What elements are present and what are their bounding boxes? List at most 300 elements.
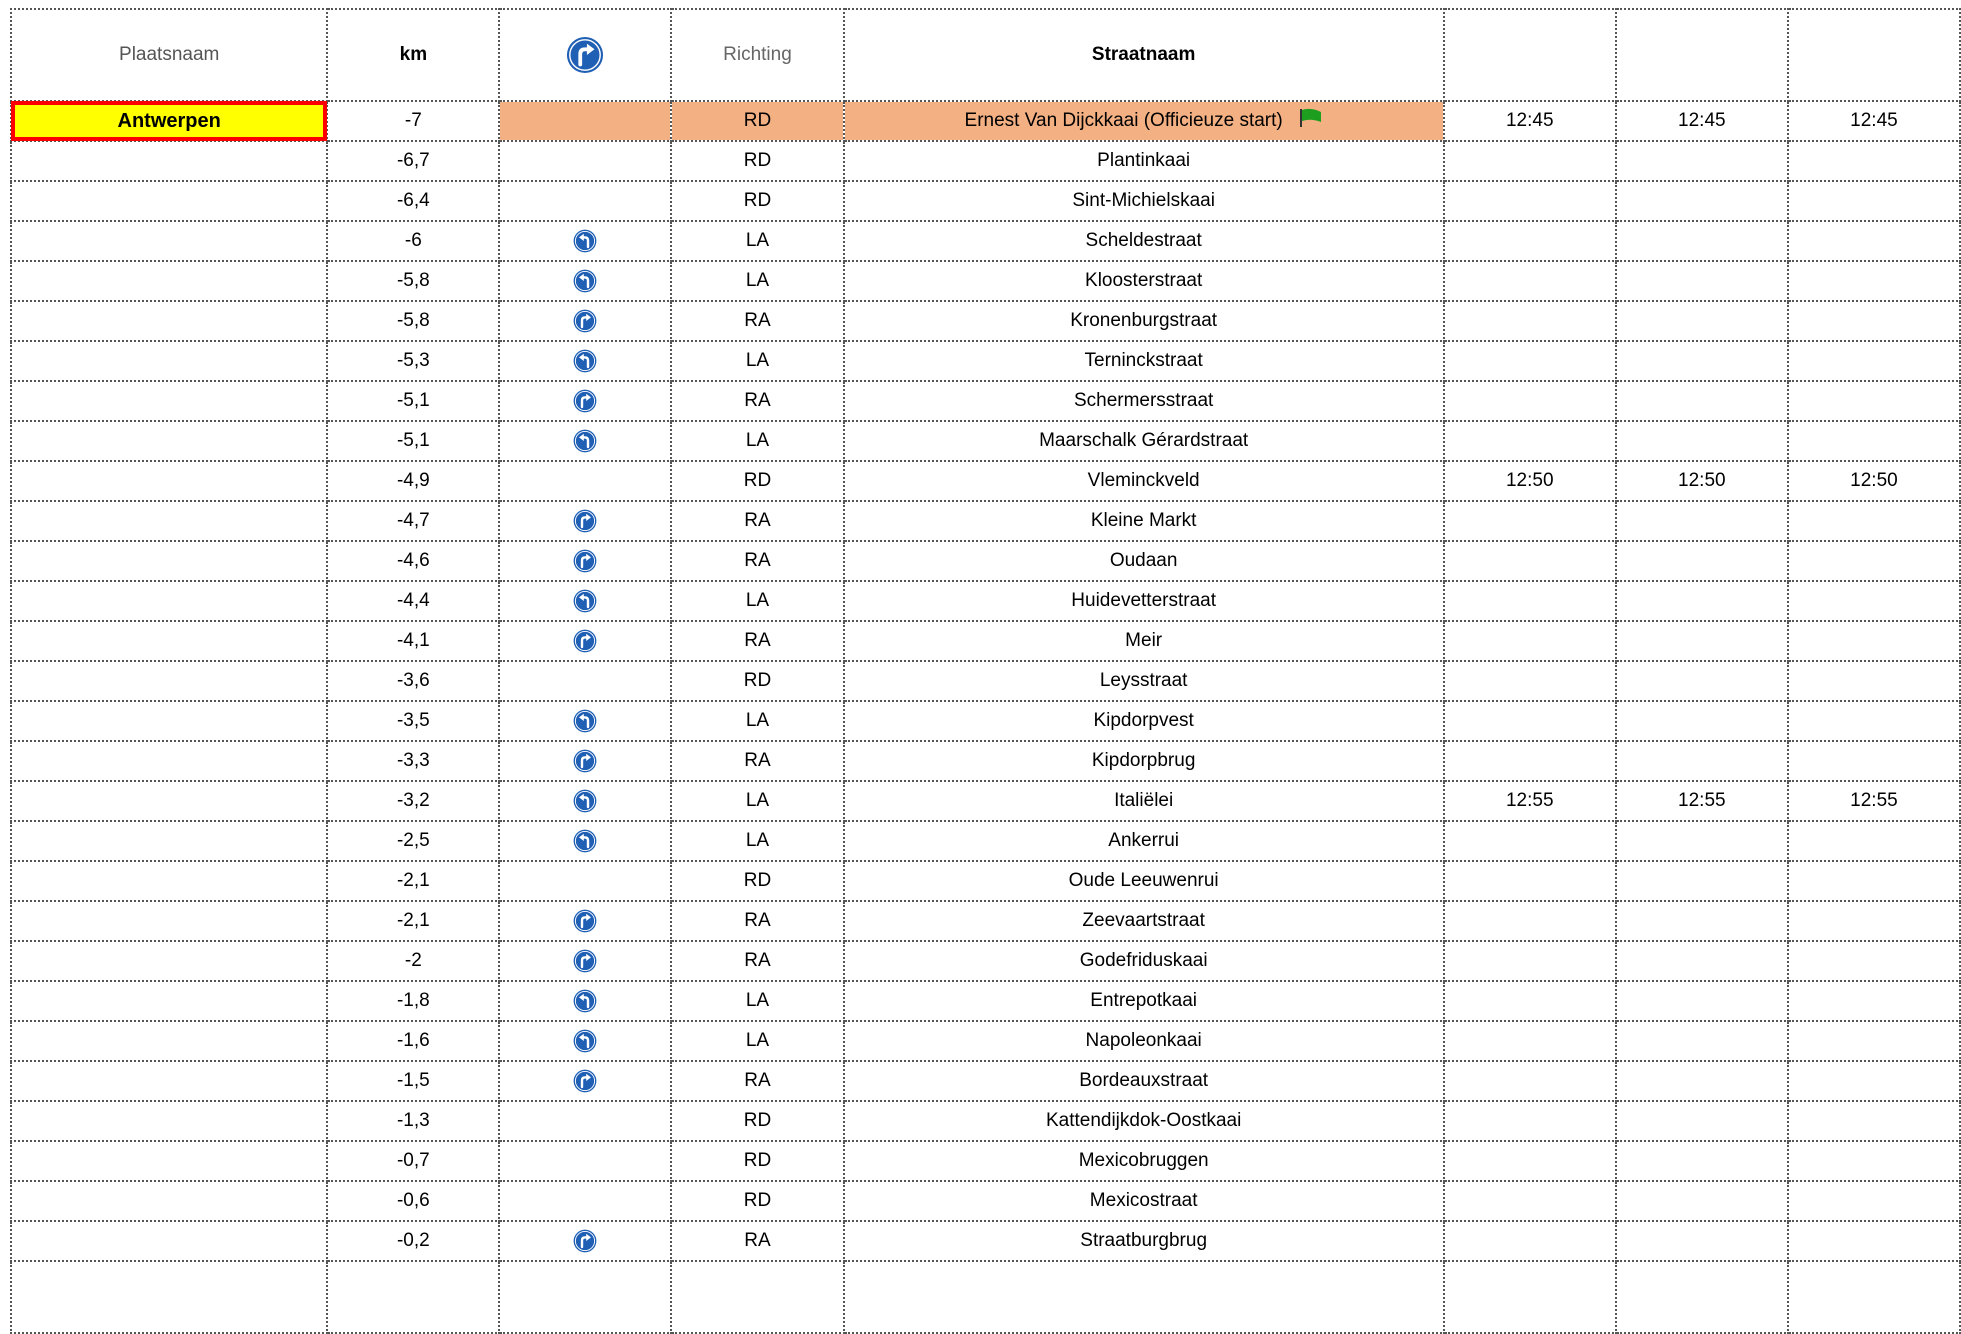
turn-right-icon — [573, 389, 597, 413]
straatnaam-text: Ernest Van Dijckkaai (Officieuze start) — [964, 110, 1283, 132]
cell-plaatsnaam[interactable] — [11, 541, 327, 581]
cell-km[interactable]: -5,1 — [327, 421, 499, 461]
cell-time-3[interactable] — [1788, 981, 1960, 1021]
cell-direction-icon[interactable] — [499, 461, 671, 501]
header-time-1[interactable] — [1444, 9, 1616, 101]
cell-direction-icon[interactable] — [499, 781, 671, 821]
cell-time-1[interactable] — [1444, 141, 1616, 181]
straatnaam-text: Kipdorpvest — [1093, 710, 1194, 731]
cell-km[interactable]: -4,4 — [327, 581, 499, 621]
cell-km[interactable]: -4,9 — [327, 461, 499, 501]
cell-time-2[interactable]: 12:55 — [1616, 781, 1788, 821]
cell-richting[interactable]: RD — [671, 1141, 843, 1181]
cell-direction-icon[interactable] — [499, 541, 671, 581]
straatnaam-text: Meir — [1125, 630, 1163, 651]
cell-time-3[interactable] — [1788, 861, 1960, 901]
cell-time-1[interactable] — [1444, 261, 1616, 301]
cell-time-2[interactable] — [1616, 1021, 1788, 1061]
cell-time-1[interactable] — [1444, 341, 1616, 381]
straatnaam-text: Leysstraat — [1099, 670, 1188, 691]
cell-richting[interactable]: LA — [671, 341, 843, 381]
cell-time-3[interactable] — [1788, 1061, 1960, 1101]
cell-direction-icon[interactable] — [499, 1101, 671, 1141]
cell-straatnaam[interactable] — [844, 1021, 1444, 1061]
cell-time-2[interactable] — [1616, 141, 1788, 181]
cell-plaatsnaam[interactable] — [11, 701, 327, 741]
cell-time-1[interactable]: 12:50 — [1444, 461, 1616, 501]
cell-straatnaam[interactable] — [844, 461, 1444, 501]
cell-straatnaam[interactable] — [844, 541, 1444, 581]
table-row — [11, 581, 1960, 621]
cell-time-3[interactable] — [1788, 741, 1960, 781]
cell-straatnaam[interactable] — [844, 1221, 1444, 1261]
cell-time-1[interactable] — [1444, 901, 1616, 941]
cell-plaatsnaam[interactable] — [11, 981, 327, 1021]
empty-cell[interactable] — [327, 1261, 499, 1333]
cell-time-2[interactable] — [1616, 1141, 1788, 1181]
straatnaam-text: Kipdorpbrug — [1091, 750, 1196, 771]
cell-km[interactable]: -5,8 — [327, 261, 499, 301]
cell-direction-icon[interactable] — [499, 1061, 671, 1101]
cell-km[interactable]: -3,3 — [327, 741, 499, 781]
cell-time-3[interactable] — [1788, 1221, 1960, 1261]
cell-richting[interactable]: RD — [671, 661, 843, 701]
cell-plaatsnaam[interactable] — [11, 901, 327, 941]
cell-km[interactable]: -1,8 — [327, 981, 499, 1021]
cell-direction-icon[interactable] — [499, 1221, 671, 1261]
cell-plaatsnaam[interactable] — [11, 1101, 327, 1141]
cell-straatnaam[interactable] — [844, 741, 1444, 781]
empty-cell[interactable] — [671, 1261, 843, 1333]
cell-plaatsnaam[interactable] — [11, 461, 327, 501]
cell-richting[interactable]: RA — [671, 381, 843, 421]
straatnaam-text: Mexicobruggen — [1078, 1150, 1209, 1171]
cell-plaatsnaam[interactable] — [11, 621, 327, 661]
straatnaam-text: Plantinkaai — [1097, 150, 1191, 171]
table-row — [11, 341, 1960, 381]
cell-straatnaam[interactable] — [844, 581, 1444, 621]
cell-plaatsnaam[interactable] — [11, 1021, 327, 1061]
cell-time-3[interactable] — [1788, 341, 1960, 381]
straatnaam-text: Kleine Markt — [1090, 510, 1197, 531]
cell-time-2[interactable] — [1616, 621, 1788, 661]
cell-richting[interactable]: RD — [671, 461, 843, 501]
cell-time-1[interactable] — [1444, 941, 1616, 981]
cell-plaatsnaam[interactable] — [11, 661, 327, 701]
cell-richting[interactable]: RD — [671, 141, 843, 181]
cell-time-3[interactable] — [1788, 381, 1960, 421]
cell-straatnaam[interactable] — [844, 141, 1444, 181]
cell-plaatsnaam[interactable] — [11, 821, 327, 861]
cell-direction-icon[interactable] — [499, 1141, 671, 1181]
cell-time-2[interactable] — [1616, 901, 1788, 941]
cell-straatnaam[interactable] — [844, 1141, 1444, 1181]
header-plaatsnaam[interactable]: Plaatsnaam — [11, 9, 327, 101]
straatnaam-text: Oudaan — [1109, 550, 1178, 571]
cell-straatnaam[interactable] — [844, 901, 1444, 941]
table-row — [11, 661, 1960, 701]
cell-time-3[interactable] — [1788, 821, 1960, 861]
straatnaam-text: Entrepotkaai — [1090, 990, 1197, 1011]
straatnaam-text: Maarschalk Gérardstraat — [1039, 430, 1249, 451]
cell-km[interactable]: -5,1 — [327, 381, 499, 421]
cell-time-1[interactable] — [1444, 821, 1616, 861]
cell-straatnaam[interactable] — [844, 661, 1444, 701]
cell-plaatsnaam[interactable] — [11, 941, 327, 981]
cell-straatnaam[interactable] — [844, 181, 1444, 221]
cell-time-2[interactable] — [1616, 261, 1788, 301]
cell-km[interactable]: -4,6 — [327, 541, 499, 581]
cell-time-1[interactable] — [1444, 1061, 1616, 1101]
empty-cell[interactable] — [11, 1261, 327, 1333]
cell-km[interactable]: -7 — [327, 101, 499, 141]
cell-direction-icon[interactable] — [499, 581, 671, 621]
header-time-2[interactable] — [1616, 9, 1788, 101]
cell-richting[interactable]: RD — [671, 1101, 843, 1141]
straatnaam-text: Sint-Michielskaai — [1072, 190, 1215, 211]
cell-direction-icon[interactable] — [499, 981, 671, 1021]
table-row — [11, 541, 1960, 581]
cell-plaatsnaam[interactable] — [11, 301, 327, 341]
cell-km[interactable]: -3,6 — [327, 661, 499, 701]
cell-straatnaam[interactable] — [844, 421, 1444, 461]
cell-direction-icon[interactable] — [499, 381, 671, 421]
straatnaam-text: Terninckstraat — [1084, 350, 1203, 371]
cell-direction-icon[interactable] — [499, 1021, 671, 1061]
cell-time-1[interactable] — [1444, 861, 1616, 901]
cell-time-1[interactable] — [1444, 381, 1616, 421]
table-row — [11, 861, 1960, 901]
cell-time-1[interactable] — [1444, 1221, 1616, 1261]
cell-straatnaam[interactable] — [844, 781, 1444, 821]
cell-time-1[interactable] — [1444, 421, 1616, 461]
cell-richting[interactable]: LA — [671, 701, 843, 741]
cell-plaatsnaam[interactable]: Antwerpen — [11, 101, 327, 141]
cell-richting[interactable]: LA — [671, 1021, 843, 1061]
cell-richting[interactable]: LA — [671, 581, 843, 621]
cell-richting[interactable]: LA — [671, 781, 843, 821]
turn-left-icon — [573, 709, 597, 733]
table-row — [11, 1221, 1960, 1261]
cell-plaatsnaam[interactable] — [11, 781, 327, 821]
turn-right-icon — [573, 949, 597, 973]
cell-richting[interactable]: RA — [671, 501, 843, 541]
straatnaam-text: Kloosterstraat — [1085, 270, 1203, 291]
cell-time-3[interactable] — [1788, 701, 1960, 741]
turn-right-icon — [573, 1069, 597, 1093]
cell-km[interactable]: -1,6 — [327, 1021, 499, 1061]
cell-time-2[interactable] — [1616, 421, 1788, 461]
cell-time-1[interactable] — [1444, 661, 1616, 701]
cell-time-2[interactable] — [1616, 941, 1788, 981]
cell-time-2[interactable] — [1616, 181, 1788, 221]
turn-left-icon — [573, 789, 597, 813]
cell-time-2[interactable] — [1616, 1181, 1788, 1221]
cell-direction-icon[interactable] — [499, 861, 671, 901]
cell-km[interactable]: -5,3 — [327, 341, 499, 381]
cell-direction-icon[interactable] — [499, 261, 671, 301]
cell-plaatsnaam[interactable] — [11, 741, 327, 781]
table-row — [11, 1061, 1960, 1101]
cell-richting[interactable]: RD — [671, 861, 843, 901]
cell-time-1[interactable] — [1444, 741, 1616, 781]
cell-straatnaam[interactable] — [844, 261, 1444, 301]
cell-direction-icon[interactable] — [499, 741, 671, 781]
cell-time-2[interactable] — [1616, 861, 1788, 901]
cell-plaatsnaam[interactable] — [11, 1221, 327, 1261]
cell-time-1[interactable] — [1444, 501, 1616, 541]
cell-time-2[interactable] — [1616, 661, 1788, 701]
cell-richting[interactable]: RA — [671, 941, 843, 981]
cell-time-1[interactable] — [1444, 621, 1616, 661]
cell-straatnaam[interactable] — [844, 501, 1444, 541]
cell-time-3[interactable] — [1788, 661, 1960, 701]
cell-km[interactable]: -2,1 — [327, 861, 499, 901]
straatnaam-text: Vleminckveld — [1087, 470, 1200, 491]
header-km[interactable]: km — [327, 9, 499, 101]
cell-plaatsnaam[interactable] — [11, 861, 327, 901]
cell-km[interactable]: -2,1 — [327, 901, 499, 941]
straatnaam-text: Mexicostraat — [1089, 1190, 1198, 1211]
cell-time-2[interactable] — [1616, 301, 1788, 341]
cell-direction-icon[interactable] — [499, 221, 671, 261]
cell-direction-icon[interactable] — [499, 101, 671, 141]
table-row — [11, 101, 1960, 141]
cell-plaatsnaam[interactable] — [11, 501, 327, 541]
straatnaam-text: Kattendijkdok-Oostkaai — [1045, 1110, 1242, 1131]
cell-km[interactable]: -4,7 — [327, 501, 499, 541]
cell-time-1[interactable]: 12:55 — [1444, 781, 1616, 821]
cell-time-3[interactable]: 12:45 — [1788, 101, 1960, 141]
cell-direction-icon[interactable] — [499, 301, 671, 341]
turn-left-icon — [573, 429, 597, 453]
cell-time-3[interactable] — [1788, 301, 1960, 341]
cell-plaatsnaam[interactable] — [11, 421, 327, 461]
table-row — [11, 381, 1960, 421]
cell-km[interactable]: -1,5 — [327, 1061, 499, 1101]
cell-time-1[interactable] — [1444, 221, 1616, 261]
cell-time-1[interactable] — [1444, 1181, 1616, 1221]
cell-km[interactable]: -6 — [327, 221, 499, 261]
cell-time-1[interactable] — [1444, 1141, 1616, 1181]
cell-straatnaam[interactable] — [844, 981, 1444, 1021]
cell-richting[interactable]: RA — [671, 1061, 843, 1101]
header-time-3[interactable] — [1788, 9, 1960, 101]
straatnaam-text: Italiëlei — [1114, 790, 1174, 811]
cell-richting[interactable]: LA — [671, 221, 843, 261]
straatnaam-text: Godefriduskaai — [1079, 950, 1208, 971]
cell-km[interactable]: -2 — [327, 941, 499, 981]
cell-richting[interactable]: LA — [671, 261, 843, 301]
cell-time-3[interactable] — [1788, 221, 1960, 261]
cell-richting[interactable]: RA — [671, 621, 843, 661]
cell-time-1[interactable] — [1444, 981, 1616, 1021]
straatnaam-text: Zeevaartstraat — [1082, 910, 1205, 931]
cell-direction-icon[interactable] — [499, 421, 671, 461]
cell-km[interactable]: -1,3 — [327, 1101, 499, 1141]
turn-left-icon — [573, 829, 597, 853]
cell-plaatsnaam[interactable] — [11, 1061, 327, 1101]
cell-straatnaam[interactable] — [844, 341, 1444, 381]
cell-km[interactable]: -5,8 — [327, 301, 499, 341]
cell-time-2[interactable]: 12:45 — [1616, 101, 1788, 141]
cell-straatnaam[interactable] — [844, 621, 1444, 661]
table-row — [11, 981, 1960, 1021]
cell-direction-icon[interactable] — [499, 621, 671, 661]
turn-left-icon — [573, 269, 597, 293]
cell-plaatsnaam[interactable] — [11, 141, 327, 181]
cell-richting[interactable]: LA — [671, 981, 843, 1021]
cell-time-1[interactable] — [1444, 1101, 1616, 1141]
cell-time-3[interactable]: 12:55 — [1788, 781, 1960, 821]
cell-time-2[interactable] — [1616, 1061, 1788, 1101]
cell-time-3[interactable] — [1788, 1101, 1960, 1141]
cell-direction-icon[interactable] — [499, 941, 671, 981]
cell-time-1[interactable] — [1444, 181, 1616, 221]
cell-richting[interactable]: RD — [671, 1181, 843, 1221]
cell-time-3[interactable] — [1788, 141, 1960, 181]
cell-km[interactable]: -3,2 — [327, 781, 499, 821]
cell-plaatsnaam[interactable] — [11, 181, 327, 221]
cell-time-2[interactable] — [1616, 221, 1788, 261]
cell-time-2[interactable] — [1616, 1221, 1788, 1261]
turn-left-icon — [573, 589, 597, 613]
turn-right-icon — [573, 549, 597, 573]
cell-straatnaam[interactable] — [844, 1061, 1444, 1101]
cell-time-3[interactable] — [1788, 421, 1960, 461]
cell-time-3[interactable] — [1788, 1181, 1960, 1221]
cell-time-3[interactable] — [1788, 581, 1960, 621]
cell-straatnaam[interactable] — [844, 301, 1444, 341]
cell-richting[interactable]: RA — [671, 541, 843, 581]
cell-richting[interactable]: RD — [671, 181, 843, 221]
cell-km[interactable]: -6,7 — [327, 141, 499, 181]
cell-time-1[interactable] — [1444, 541, 1616, 581]
table-row — [11, 941, 1960, 981]
cell-direction-icon[interactable] — [499, 181, 671, 221]
empty-cell[interactable] — [499, 1261, 671, 1333]
empty-cell[interactable] — [1444, 1261, 1616, 1333]
cell-straatnaam[interactable] — [844, 101, 1444, 141]
cell-direction-icon[interactable] — [499, 821, 671, 861]
cell-km[interactable]: -0,7 — [327, 1141, 499, 1181]
start-flag-icon — [1299, 108, 1323, 134]
cell-time-2[interactable] — [1616, 1101, 1788, 1141]
empty-cell[interactable] — [844, 1261, 1444, 1333]
header-direction-icon-cell[interactable] — [499, 9, 671, 101]
cell-km[interactable]: -0,6 — [327, 1181, 499, 1221]
cell-time-2[interactable] — [1616, 581, 1788, 621]
cell-direction-icon[interactable] — [499, 661, 671, 701]
turn-right-icon — [573, 909, 597, 933]
turn-left-icon — [573, 989, 597, 1013]
cell-time-2[interactable] — [1616, 381, 1788, 421]
cell-time-3[interactable] — [1788, 901, 1960, 941]
cell-time-1[interactable]: 12:45 — [1444, 101, 1616, 141]
cell-time-3[interactable] — [1788, 941, 1960, 981]
cell-richting[interactable]: RA — [671, 1221, 843, 1261]
header-straatnaam[interactable]: Straatnaam — [844, 9, 1444, 101]
cell-time-3[interactable] — [1788, 541, 1960, 581]
cell-straatnaam[interactable] — [844, 1101, 1444, 1141]
cell-richting[interactable]: RA — [671, 301, 843, 341]
cell-km[interactable]: -4,1 — [327, 621, 499, 661]
header-richting[interactable]: Richting — [671, 9, 843, 101]
empty-cell[interactable] — [1616, 1261, 1788, 1333]
cell-time-2[interactable] — [1616, 741, 1788, 781]
cell-straatnaam[interactable] — [844, 381, 1444, 421]
empty-cell[interactable] — [1788, 1261, 1960, 1333]
cell-time-3[interactable]: 12:50 — [1788, 461, 1960, 501]
turn-right-icon — [573, 749, 597, 773]
cell-plaatsnaam[interactable] — [11, 341, 327, 381]
cell-plaatsnaam[interactable] — [11, 581, 327, 621]
cell-time-1[interactable] — [1444, 581, 1616, 621]
cell-straatnaam[interactable] — [844, 221, 1444, 261]
cell-km[interactable]: -2,5 — [327, 821, 499, 861]
cell-time-2[interactable] — [1616, 341, 1788, 381]
cell-km[interactable]: -0,2 — [327, 1221, 499, 1261]
cell-time-2[interactable] — [1616, 501, 1788, 541]
cell-time-3[interactable] — [1788, 1141, 1960, 1181]
cell-straatnaam[interactable] — [844, 821, 1444, 861]
cell-plaatsnaam[interactable] — [11, 221, 327, 261]
cell-time-2[interactable] — [1616, 701, 1788, 741]
table-row — [11, 1181, 1960, 1221]
cell-straatnaam[interactable] — [844, 941, 1444, 981]
cell-direction-icon[interactable] — [499, 341, 671, 381]
cell-straatnaam[interactable] — [844, 701, 1444, 741]
cell-straatnaam[interactable] — [844, 861, 1444, 901]
cell-direction-icon[interactable] — [499, 141, 671, 181]
cell-time-2[interactable]: 12:50 — [1616, 461, 1788, 501]
cell-time-1[interactable] — [1444, 301, 1616, 341]
cell-richting[interactable]: LA — [671, 421, 843, 461]
cell-direction-icon[interactable] — [499, 1181, 671, 1221]
cell-straatnaam[interactable] — [844, 1181, 1444, 1221]
cell-time-3[interactable] — [1788, 261, 1960, 301]
table-row — [11, 1141, 1960, 1181]
cell-time-2[interactable] — [1616, 821, 1788, 861]
cell-time-3[interactable] — [1788, 181, 1960, 221]
route-table — [10, 8, 1961, 1334]
header-row — [11, 9, 1960, 101]
cell-time-3[interactable] — [1788, 501, 1960, 541]
cell-direction-icon[interactable] — [499, 901, 671, 941]
cell-time-3[interactable] — [1788, 1021, 1960, 1061]
cell-km[interactable]: -6,4 — [327, 181, 499, 221]
cell-time-2[interactable] — [1616, 981, 1788, 1021]
cell-time-3[interactable] — [1788, 621, 1960, 661]
turn-right-icon — [573, 509, 597, 533]
cell-richting[interactable]: RD — [671, 101, 843, 141]
cell-km[interactable]: -3,5 — [327, 701, 499, 741]
cell-time-1[interactable] — [1444, 701, 1616, 741]
table-row — [11, 421, 1960, 461]
cell-richting[interactable]: RA — [671, 741, 843, 781]
cell-richting[interactable]: RA — [671, 901, 843, 941]
cell-time-2[interactable] — [1616, 541, 1788, 581]
cell-direction-icon[interactable] — [499, 701, 671, 741]
cell-time-1[interactable] — [1444, 1021, 1616, 1061]
cell-richting[interactable]: LA — [671, 821, 843, 861]
cell-direction-icon[interactable] — [499, 501, 671, 541]
cell-plaatsnaam[interactable] — [11, 381, 327, 421]
cell-plaatsnaam[interactable] — [11, 1141, 327, 1181]
cell-plaatsnaam[interactable] — [11, 1181, 327, 1221]
cell-plaatsnaam[interactable] — [11, 261, 327, 301]
straatnaam-text: Straatburgbrug — [1080, 1230, 1208, 1251]
